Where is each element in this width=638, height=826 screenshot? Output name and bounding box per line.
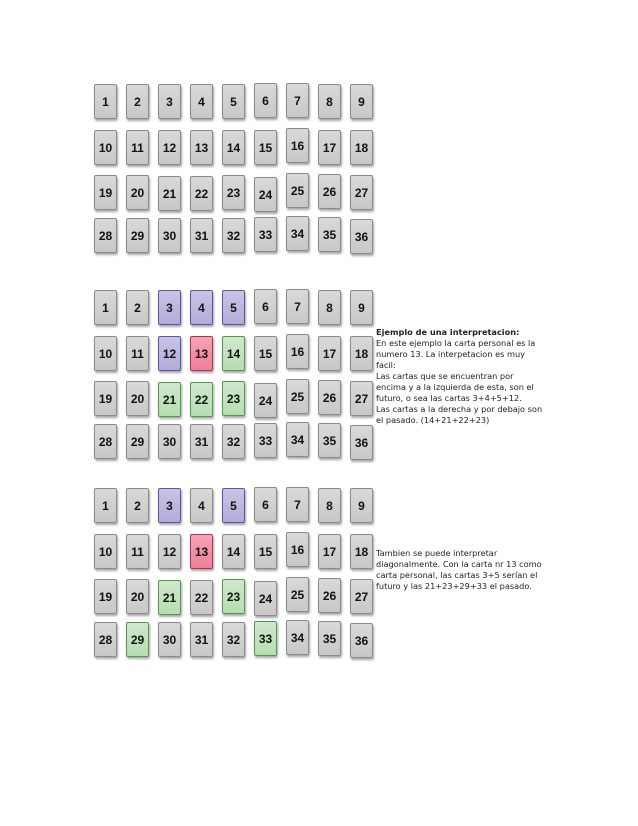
card-17: 17 (318, 130, 341, 165)
card-16: 16 (286, 532, 309, 567)
card-33: 33 (254, 423, 277, 458)
card-4: 4 (190, 84, 213, 119)
card-12: 12 (158, 130, 181, 165)
card-30: 30 (158, 218, 181, 253)
card-34: 34 (286, 620, 309, 655)
card-7: 7 (286, 289, 309, 324)
card-32: 32 (222, 218, 245, 253)
card-3: 3 (158, 488, 181, 523)
card-28: 28 (94, 424, 117, 459)
card-5: 5 (222, 84, 245, 119)
card-7: 7 (286, 487, 309, 522)
text-line: futuro, o sea las cartas 3+4+5+12. (376, 393, 522, 403)
card-25: 25 (286, 577, 309, 612)
card-14: 14 (222, 336, 245, 371)
card-23: 23 (222, 381, 245, 416)
card-4: 4 (190, 290, 213, 325)
card-35: 35 (318, 423, 341, 458)
card-21: 21 (158, 382, 181, 417)
card-18: 18 (350, 534, 373, 569)
card-27: 27 (350, 381, 373, 416)
card-29: 29 (126, 622, 149, 657)
text-line: Tambien se puede interpretar (376, 548, 498, 558)
card-35: 35 (318, 621, 341, 656)
card-26: 26 (318, 380, 341, 415)
card-16: 16 (286, 334, 309, 369)
text-line: futuro y las 21+23+29+33 el pasado. (376, 581, 532, 591)
text-line: numero 13. La interpetacion es muy (376, 349, 526, 359)
card-3: 3 (158, 84, 181, 119)
card-28: 28 (94, 622, 117, 657)
card-34: 34 (286, 422, 309, 457)
card-1: 1 (94, 290, 117, 325)
card-16: 16 (286, 128, 309, 163)
card-23: 23 (222, 579, 245, 614)
card-31: 31 (190, 622, 213, 657)
card-25: 25 (286, 173, 309, 208)
card-14: 14 (222, 130, 245, 165)
card-28: 28 (94, 218, 117, 253)
card-11: 11 (126, 534, 149, 569)
card-36: 36 (350, 219, 373, 254)
card-31: 31 (190, 218, 213, 253)
card-5: 5 (222, 488, 245, 523)
card-27: 27 (350, 175, 373, 210)
card-19: 19 (94, 381, 117, 416)
card-15: 15 (254, 534, 277, 569)
card-21: 21 (158, 580, 181, 615)
card-21: 21 (158, 176, 181, 211)
card-7: 7 (286, 83, 309, 118)
card-35: 35 (318, 217, 341, 252)
card-24: 24 (254, 383, 277, 418)
card-19: 19 (94, 579, 117, 614)
card-24: 24 (254, 177, 277, 212)
diagonal-interpretation-text (376, 548, 556, 592)
card-4: 4 (190, 488, 213, 523)
card-6: 6 (254, 83, 277, 118)
interpretation-heading: Ejemplo de una interpretacion: (376, 327, 520, 337)
card-3: 3 (158, 290, 181, 325)
card-9: 9 (350, 84, 373, 119)
card-22: 22 (190, 176, 213, 211)
card-10: 10 (94, 534, 117, 569)
card-23: 23 (222, 175, 245, 210)
card-22: 22 (190, 580, 213, 615)
card-14: 14 (222, 534, 245, 569)
card-33: 33 (254, 621, 277, 656)
card-2: 2 (126, 84, 149, 119)
card-27: 27 (350, 579, 373, 614)
card-5: 5 (222, 290, 245, 325)
card-18: 18 (350, 130, 373, 165)
card-34: 34 (286, 216, 309, 251)
card-2: 2 (126, 290, 149, 325)
text-line: Las cartas que se encuentran por (376, 371, 514, 381)
card-30: 30 (158, 622, 181, 657)
card-20: 20 (126, 579, 149, 614)
card-17: 17 (318, 534, 341, 569)
card-12: 12 (158, 336, 181, 371)
card-25: 25 (286, 379, 309, 414)
card-36: 36 (350, 623, 373, 658)
card-1: 1 (94, 84, 117, 119)
card-10: 10 (94, 336, 117, 371)
text-line: diagonalmente. Con la carta nr 13 como (376, 559, 542, 569)
card-19: 19 (94, 175, 117, 210)
card-9: 9 (350, 290, 373, 325)
card-13: 13 (190, 130, 213, 165)
card-26: 26 (318, 578, 341, 613)
card-30: 30 (158, 424, 181, 459)
card-9: 9 (350, 488, 373, 523)
card-32: 32 (222, 424, 245, 459)
card-29: 29 (126, 424, 149, 459)
card-6: 6 (254, 289, 277, 324)
text-line: Las cartas a la derecha y por debajo son (376, 404, 543, 414)
card-31: 31 (190, 424, 213, 459)
card-15: 15 (254, 130, 277, 165)
text-line: En este ejemplo la carta personal es la (376, 338, 536, 348)
card-36: 36 (350, 425, 373, 460)
card-18: 18 (350, 336, 373, 371)
card-20: 20 (126, 175, 149, 210)
text-line: facil: (376, 360, 396, 370)
card-22: 22 (190, 382, 213, 417)
card-8: 8 (318, 84, 341, 119)
card-33: 33 (254, 217, 277, 252)
card-13: 13 (190, 534, 213, 569)
card-8: 8 (318, 290, 341, 325)
card-32: 32 (222, 622, 245, 657)
card-15: 15 (254, 336, 277, 371)
card-11: 11 (126, 336, 149, 371)
card-20: 20 (126, 381, 149, 416)
text-line: encima y a la izquierda de esta, son el (376, 382, 534, 392)
card-2: 2 (126, 488, 149, 523)
interpretation-example-text (376, 327, 556, 426)
card-12: 12 (158, 534, 181, 569)
text-line: el pasado. (14+21+22+23) (376, 415, 490, 425)
card-17: 17 (318, 336, 341, 371)
card-1: 1 (94, 488, 117, 523)
card-26: 26 (318, 174, 341, 209)
card-10: 10 (94, 130, 117, 165)
card-24: 24 (254, 581, 277, 616)
text-line: carta personal, las cartas 3+5 serían el (376, 570, 538, 580)
card-29: 29 (126, 218, 149, 253)
card-11: 11 (126, 130, 149, 165)
card-13: 13 (190, 336, 213, 371)
card-6: 6 (254, 487, 277, 522)
card-8: 8 (318, 488, 341, 523)
